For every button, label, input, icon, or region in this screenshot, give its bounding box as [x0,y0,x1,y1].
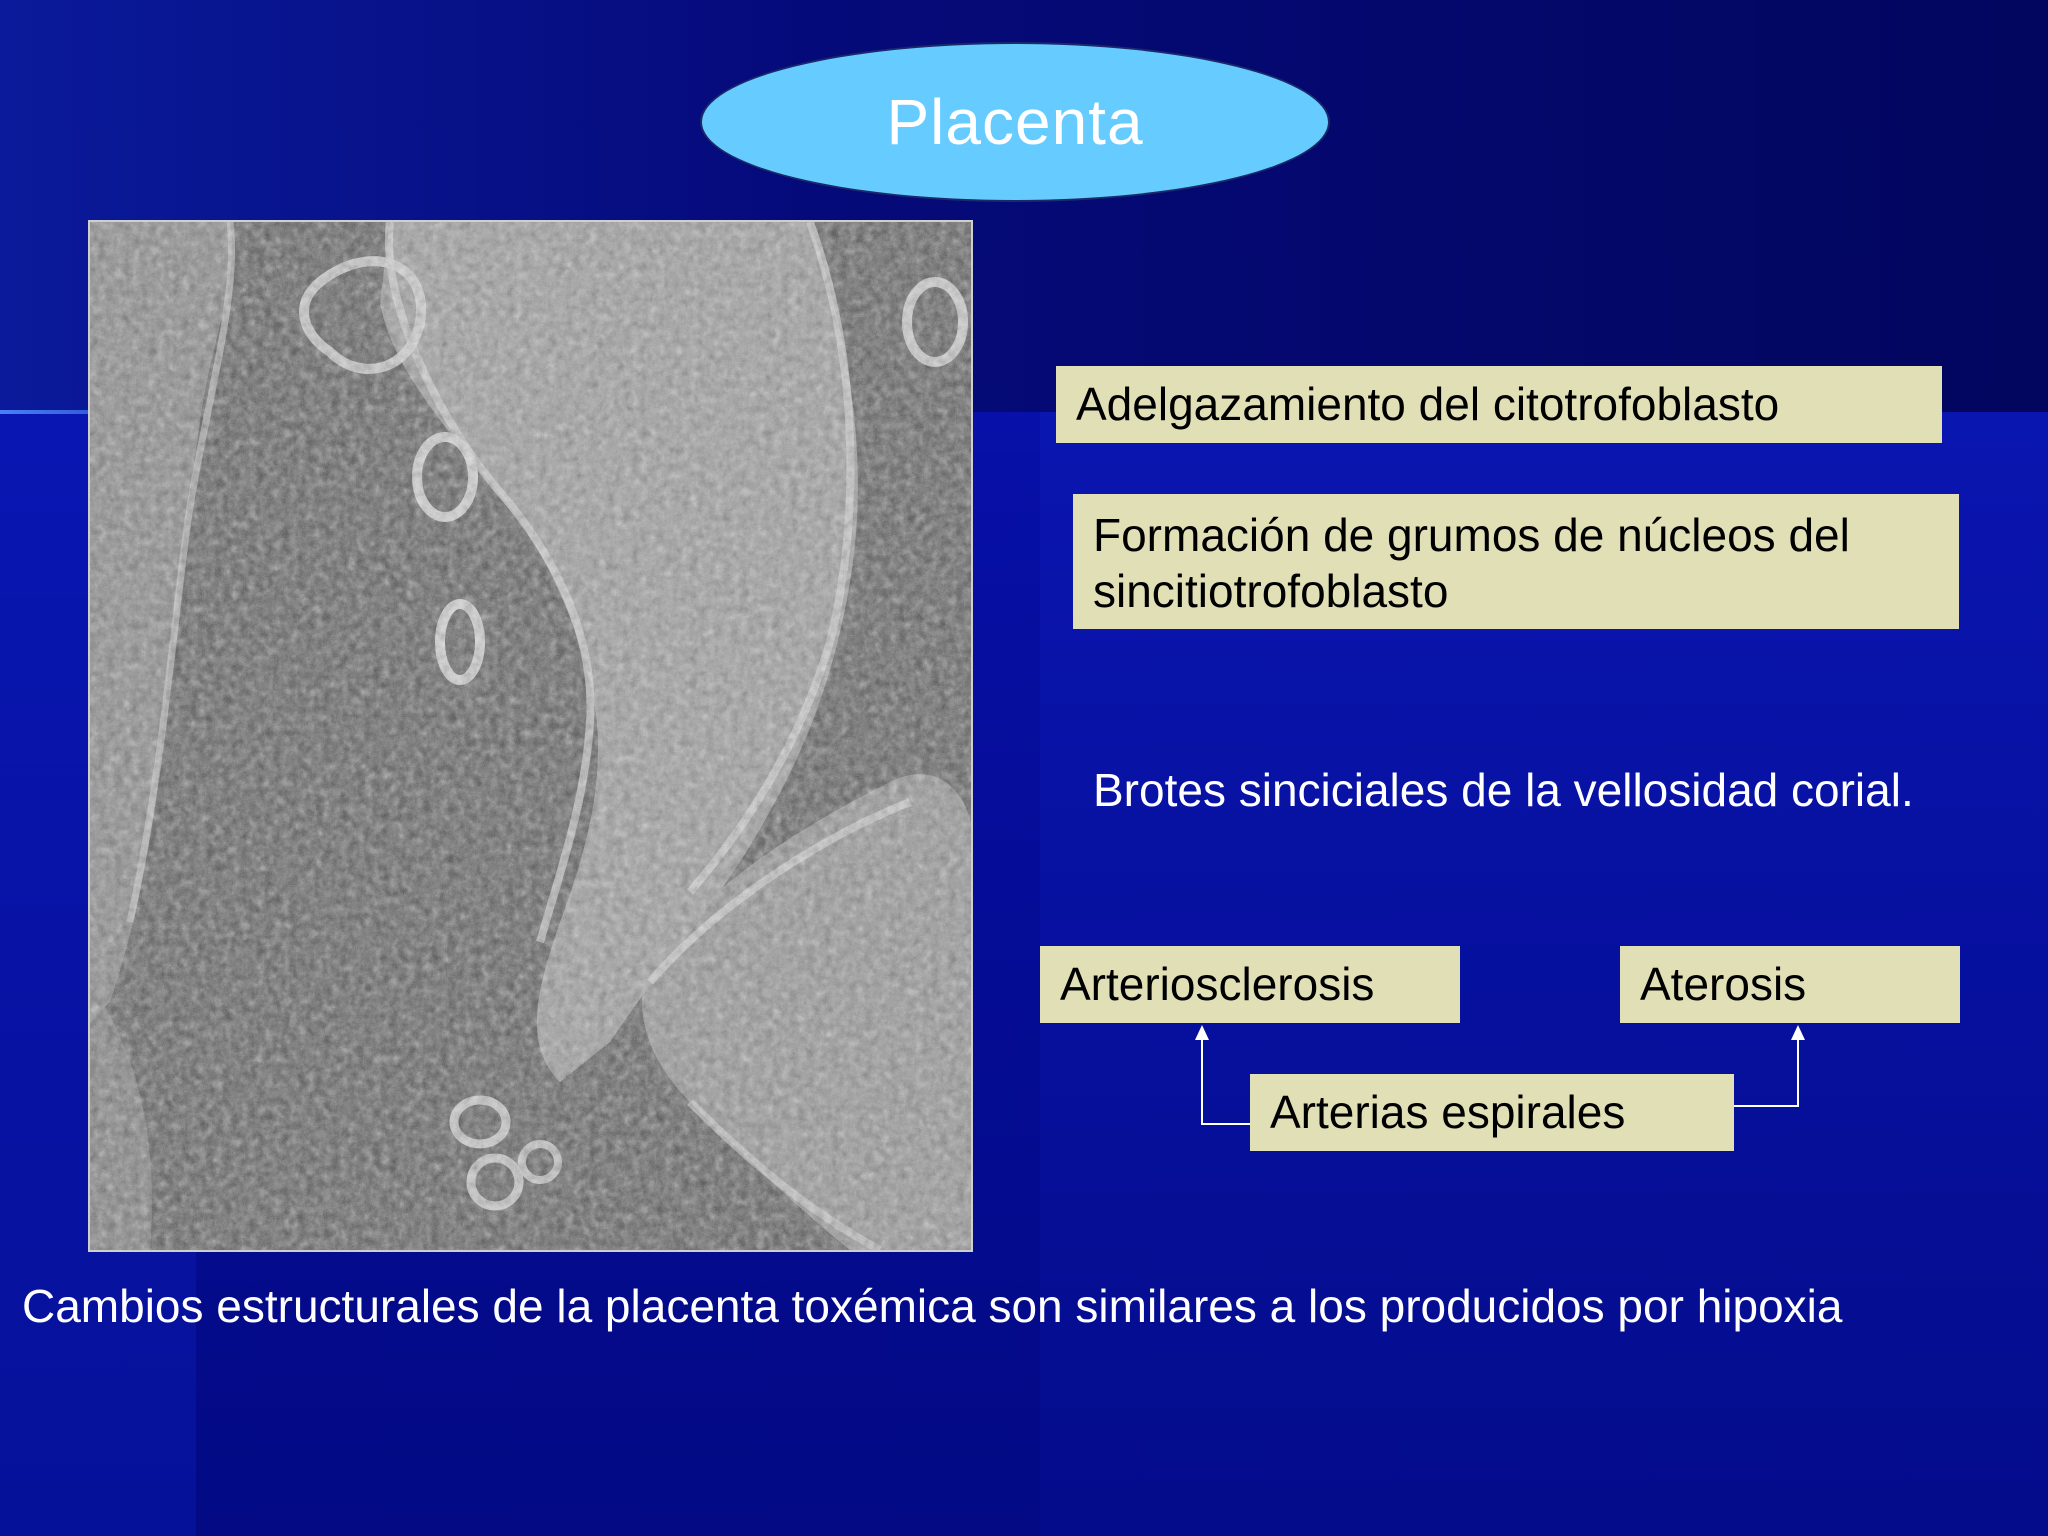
slide-caption: Cambios estructurales de la placenta toxémica son similares a los producidos por hipoxia [22,1280,1843,1332]
box-aterosis [1620,946,1960,1023]
box-formacion [1073,494,1959,629]
box-formacion-text: Formación de grumos de núcleos del sincitiotrofoblasto [1093,509,1850,617]
title-ellipse [700,42,1330,202]
micrograph-illustration [90,222,971,1250]
box-adelgazamiento-text: Adelgazamiento del citotrofoblasto [1076,378,1780,430]
slide-title: Placenta [886,86,1144,158]
brotes-text: Brotes sinciciales de la vellosidad corial. [1093,764,1914,816]
box-arterias-espirales [1250,1074,1734,1151]
placenta-micrograph [88,220,973,1252]
box-aterosis-text: Aterosis [1640,958,1807,1010]
box-arterias-espirales-text: Arterias espirales [1270,1086,1626,1138]
box-adelgazamiento [1056,366,1942,443]
box-arteriosclerosis [1040,946,1460,1023]
box-arteriosclerosis-text: Arteriosclerosis [1060,958,1375,1010]
